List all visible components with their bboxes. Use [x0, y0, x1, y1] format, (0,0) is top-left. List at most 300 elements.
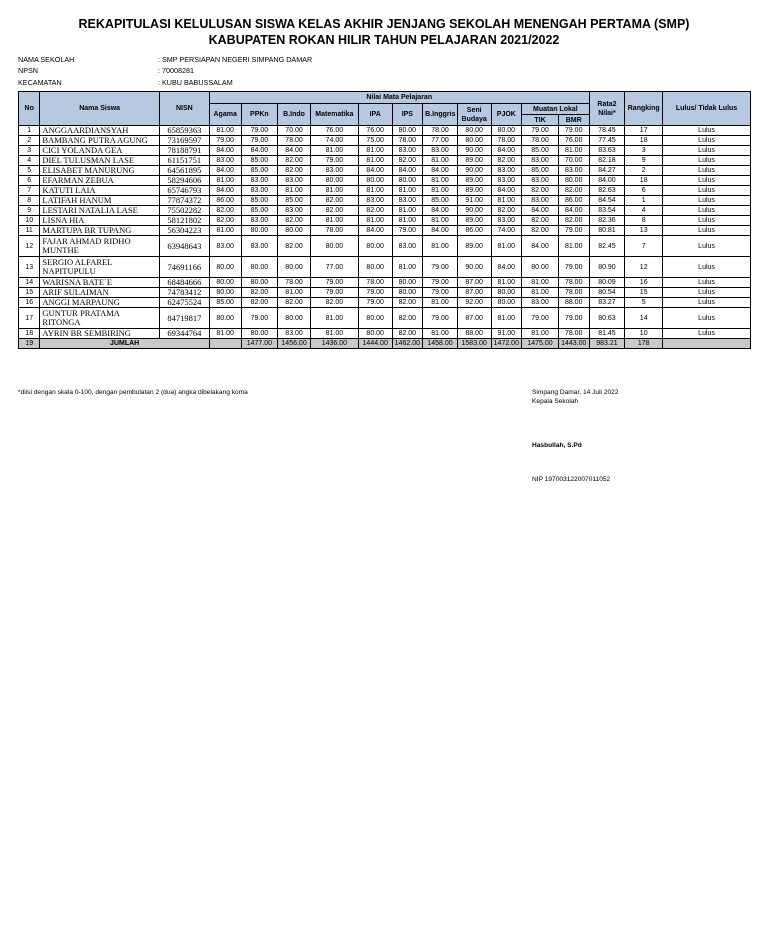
cell-nisn: 74691166 [159, 257, 209, 278]
cell-ppkn: 85.00 [241, 206, 278, 216]
cell-rata: 82.63 [589, 186, 625, 196]
header-rata: Rata2 Nilai* [589, 92, 625, 126]
total-tik: 1475.00 [522, 339, 559, 349]
cell-binggris: 78.00 [423, 126, 458, 136]
cell-ips: 80.00 [392, 278, 423, 288]
cell-ppkn: 85.00 [241, 196, 278, 206]
table-row [19, 146, 751, 156]
cell-tik: 81.00 [522, 329, 559, 339]
cell-ppkn: 80.00 [241, 257, 278, 278]
cell-bindo: 78.00 [278, 278, 311, 288]
cell-pjok: 91.00 [491, 329, 522, 339]
cell-status: Lulus [663, 146, 751, 156]
cell-rangking: 9 [625, 156, 663, 166]
cell-binggris: 84.00 [423, 206, 458, 216]
cell-ipa: 78.00 [358, 278, 392, 288]
cell-rangking: 6 [625, 186, 663, 196]
cell-nisn: 74783412 [159, 288, 209, 298]
cell-nama: LISNA HIA [40, 216, 159, 226]
cell-agama: 86.00 [209, 196, 241, 206]
cell-seni-budaya: 91.00 [457, 196, 491, 206]
cell-seni-budaya: 89.00 [457, 156, 491, 166]
cell-status: Lulus [663, 136, 751, 146]
cell-pjok: 82.00 [491, 206, 522, 216]
cell-pjok: 80.00 [491, 126, 522, 136]
cell-bindo: 70.00 [278, 126, 311, 136]
cell-rata: 80.90 [589, 257, 625, 278]
header-nisn: NISN [159, 92, 209, 126]
cell-ppkn: 83.00 [241, 236, 278, 257]
cell-rata: 83.63 [589, 146, 625, 156]
cell-status: Lulus [663, 298, 751, 308]
cell-ips: 80.00 [392, 176, 423, 186]
cell-nama: MARTUPA BR TUPANG [40, 226, 159, 236]
header-bmr: BMR [558, 115, 589, 126]
cell-agama: 80.00 [209, 278, 241, 288]
cell-status: Lulus [663, 288, 751, 298]
cell-ppkn: 85.00 [241, 156, 278, 166]
cell-tik: 81.00 [522, 288, 559, 298]
cell-bindo: 82.00 [278, 216, 311, 226]
cell-rangking: 16 [625, 278, 663, 288]
cell-ppkn: 83.00 [241, 216, 278, 226]
cell-nisn: 65859363 [159, 126, 209, 136]
cell-rata: 80.63 [589, 308, 625, 329]
cell-nisn: 68484666 [159, 278, 209, 288]
cell-ipa: 80.00 [358, 176, 392, 186]
cell-rangking: 2 [625, 166, 663, 176]
cell-binggris: 79.00 [423, 278, 458, 288]
cell-pjok: 83.00 [491, 176, 522, 186]
cell-status: Lulus [663, 257, 751, 278]
cell-tik: 83.00 [522, 176, 559, 186]
cell-seni-budaya: 90.00 [457, 257, 491, 278]
header-matematika: Matematika [310, 104, 358, 126]
cell-tik: 82.00 [522, 186, 559, 196]
cell-ips: 78.00 [392, 136, 423, 146]
cell-nama: SERGIO ALFAREL NAPITUPULU [40, 257, 159, 278]
cell-ips: 82.00 [392, 156, 423, 166]
header-bindo: B.Indo [278, 104, 311, 126]
cell-rangking: 1 [625, 196, 663, 206]
cell-matematika: 79.00 [310, 156, 358, 166]
table-row [19, 288, 751, 298]
header-ipa: IPA [358, 104, 392, 126]
cell-seni-budaya: 89.00 [457, 176, 491, 186]
cell-agama: 80.00 [209, 288, 241, 298]
cell-seni-budaya: 89.00 [457, 236, 491, 257]
total-rata: 983.21 [589, 339, 625, 349]
total-bmr: 1443.00 [558, 339, 589, 349]
cell-tik: 78.00 [522, 136, 559, 146]
cell-bmr: 78.00 [558, 288, 589, 298]
cell-rata: 80.81 [589, 226, 625, 236]
cell-nama: ANGGAARDIANSYAH [40, 126, 159, 136]
cell-bmr: 79.00 [558, 226, 589, 236]
table-row [19, 176, 751, 186]
total-empty-status [663, 339, 751, 349]
cell-nama: AYRIN BR SEMBIRING [40, 329, 159, 339]
info-label: NPSN [18, 66, 38, 76]
cell-matematika: 81.00 [310, 146, 358, 156]
cell-rata: 84.00 [589, 176, 625, 186]
info-value: : KUBU BABUSSALAM [158, 77, 233, 87]
cell-binggris: 83.00 [423, 146, 458, 156]
cell-bmr: 79.00 [558, 257, 589, 278]
cell-status: Lulus [663, 329, 751, 339]
cell-no: 6 [19, 176, 40, 186]
cell-ppkn: 79.00 [241, 308, 278, 329]
cell-bindo: 80.00 [278, 226, 311, 236]
cell-matematika: 76.00 [310, 126, 358, 136]
cell-tik: 82.00 [522, 226, 559, 236]
header-no: No [19, 92, 40, 126]
cell-matematika: 81.00 [310, 329, 358, 339]
cell-binggris: 84.00 [423, 226, 458, 236]
document-title: REKAPITULASI KELULUSAN SISWA KELAS AKHIR JENJANG SEKOLAH MENENGAH PERTAMA (SMP) [78, 17, 690, 31]
table-row [19, 298, 751, 308]
cell-ipa: 84.00 [358, 166, 392, 176]
cell-ipa: 81.00 [358, 186, 392, 196]
cell-ips: 80.00 [392, 126, 423, 136]
cell-status: Lulus [663, 166, 751, 176]
cell-rata: 83.27 [589, 298, 625, 308]
cell-no: 2 [19, 136, 40, 146]
cell-agama: 80.00 [209, 257, 241, 278]
cell-bmr: 83.00 [558, 166, 589, 176]
table-row [19, 236, 751, 257]
table-row [19, 156, 751, 166]
cell-nisn: 78188791 [159, 146, 209, 156]
cell-nisn: 56304223 [159, 226, 209, 236]
cell-ipa: 80.00 [358, 329, 392, 339]
cell-seni-budaya: 80.00 [457, 126, 491, 136]
cell-pjok: 83.00 [491, 166, 522, 176]
cell-bmr: 81.00 [558, 146, 589, 156]
cell-rangking: 10 [625, 329, 663, 339]
cell-tik: 79.00 [522, 126, 559, 136]
cell-ppkn: 83.00 [241, 186, 278, 196]
cell-status: Lulus [663, 226, 751, 236]
cell-binggris: 79.00 [423, 257, 458, 278]
cell-status: Lulus [663, 236, 751, 257]
cell-rata: 82.45 [589, 236, 625, 257]
cell-pjok: 81.00 [491, 196, 522, 206]
cell-seni-budaya: 89.00 [457, 216, 491, 226]
cell-ips: 81.00 [392, 257, 423, 278]
cell-agama: 80.00 [209, 308, 241, 329]
cell-ppkn: 80.00 [241, 278, 278, 288]
cell-rangking: 18 [625, 176, 663, 186]
total-ipa: 1444.00 [358, 339, 392, 349]
cell-matematika: 77.00 [310, 257, 358, 278]
total-pjok: 1472.00 [491, 339, 522, 349]
cell-nisn: 84719817 [159, 308, 209, 329]
cell-no: 4 [19, 156, 40, 166]
cell-tik: 84.00 [522, 236, 559, 257]
cell-agama: 81.00 [209, 329, 241, 339]
cell-ipa: 79.00 [358, 298, 392, 308]
total-row [19, 339, 751, 349]
cell-tik: 83.00 [522, 298, 559, 308]
cell-ips: 81.00 [392, 206, 423, 216]
cell-nama: GUNTUR PRATAMA RITONGA [40, 308, 159, 329]
header-agama: Agama [209, 104, 241, 126]
cell-tik: 83.00 [522, 196, 559, 206]
cell-matematika: 82.00 [310, 298, 358, 308]
cell-agama: 83.00 [209, 236, 241, 257]
cell-ppkn: 79.00 [241, 126, 278, 136]
signature-nip: NIP 197003122007011052 [532, 476, 611, 483]
info-label: NAMA SEKOLAH [18, 55, 75, 64]
cell-ppkn: 79.00 [241, 136, 278, 146]
cell-rangking: 4 [625, 206, 663, 216]
cell-nisn: 69344764 [159, 329, 209, 339]
info-value: : SMP PERSIAPAN NEGERI SIMPANG DAMAR [158, 55, 313, 64]
header-pjok: PJOK [491, 104, 522, 126]
cell-rata: 82.36 [589, 216, 625, 226]
header-lulus: Lulus/ Tidak Lulus [663, 92, 751, 126]
cell-binggris: 85.00 [423, 196, 458, 206]
cell-agama: 82.00 [209, 206, 241, 216]
graduation-table [18, 91, 751, 349]
cell-rangking: 5 [625, 298, 663, 308]
table-row [19, 206, 751, 216]
cell-ipa: 80.00 [358, 236, 392, 257]
cell-nama: DIEL TULUSMAN LASE [40, 156, 159, 166]
signature-name: Hasbullah, S.Pd [532, 442, 582, 449]
signature-place-date: Simpang Damar, 14 Juli 2022 [532, 389, 619, 396]
cell-agama: 81.00 [209, 176, 241, 186]
cell-nama: ARIF SULAIMAN [40, 288, 159, 298]
cell-bindo: 81.00 [278, 186, 311, 196]
cell-agama: 84.00 [209, 186, 241, 196]
cell-ipa: 79.00 [358, 288, 392, 298]
cell-nisn: 63948643 [159, 236, 209, 257]
cell-no: 17 [19, 308, 40, 329]
info-label: KECAMATAN [18, 77, 62, 87]
cell-seni-budaya: 87.00 [457, 308, 491, 329]
cell-rangking: 3 [625, 146, 663, 156]
cell-ppkn: 82.00 [241, 298, 278, 308]
cell-binggris: 84.00 [423, 166, 458, 176]
cell-agama: 81.00 [209, 226, 241, 236]
cell-status: Lulus [663, 216, 751, 226]
table-row [19, 136, 751, 146]
cell-seni-budaya: 86.00 [457, 226, 491, 236]
cell-status: Lulus [663, 176, 751, 186]
total-no: 19 [19, 339, 40, 349]
cell-no: 3 [19, 146, 40, 156]
cell-no: 5 [19, 166, 40, 176]
total-rangking: 178 [625, 339, 663, 349]
cell-rangking: 13 [625, 226, 663, 236]
cell-nisn: 77874372 [159, 196, 209, 206]
cell-nama: EFARMAN ZEBUA [40, 176, 159, 186]
cell-no: 18 [19, 329, 40, 339]
total-label: JUMLAH [40, 339, 209, 349]
cell-nisn: 61151751 [159, 156, 209, 166]
cell-status: Lulus [663, 186, 751, 196]
cell-nisn: 65746793 [159, 186, 209, 196]
cell-bindo: 85.00 [278, 196, 311, 206]
cell-ipa: 81.00 [358, 216, 392, 226]
cell-rata: 80.54 [589, 288, 625, 298]
cell-ppkn: 80.00 [241, 329, 278, 339]
cell-seni-budaya: 89.00 [457, 186, 491, 196]
cell-pjok: 80.00 [491, 288, 522, 298]
info-value: : 70008281 [158, 66, 194, 76]
cell-bindo: 83.00 [278, 329, 311, 339]
cell-status: Lulus [663, 308, 751, 329]
header-nama: Nama Siswa [40, 92, 159, 126]
total-ips: 1462.00 [392, 339, 423, 349]
total-matematika: 1436.00 [310, 339, 358, 349]
cell-pjok: 83.00 [491, 216, 522, 226]
cell-bmr: 79.00 [558, 126, 589, 136]
cell-tik: 83.00 [522, 156, 559, 166]
cell-no: 7 [19, 186, 40, 196]
cell-status: Lulus [663, 278, 751, 288]
cell-bmr: 70.00 [558, 156, 589, 166]
cell-matematika: 79.00 [310, 288, 358, 298]
cell-no: 14 [19, 278, 40, 288]
cell-ipa: 81.00 [358, 146, 392, 156]
cell-nisn: 73169597 [159, 136, 209, 146]
cell-ppkn: 80.00 [241, 226, 278, 236]
cell-matematika: 81.00 [310, 308, 358, 329]
cell-binggris: 81.00 [423, 156, 458, 166]
cell-pjok: 82.00 [491, 156, 522, 166]
cell-agama: 83.00 [209, 156, 241, 166]
cell-ips: 83.00 [392, 146, 423, 156]
cell-tik: 85.00 [522, 146, 559, 156]
signature-role: Kepala Sekolah [532, 398, 579, 405]
cell-bindo: 80.00 [278, 308, 311, 329]
cell-ppkn: 83.00 [241, 176, 278, 186]
cell-tik: 85.00 [522, 166, 559, 176]
total-binggris: 1458.00 [423, 339, 458, 349]
cell-tik: 84.00 [522, 206, 559, 216]
cell-tik: 82.00 [522, 216, 559, 226]
cell-seni-budaya: 90.00 [457, 166, 491, 176]
cell-no: 16 [19, 298, 40, 308]
cell-ppkn: 82.00 [241, 288, 278, 298]
cell-pjok: 74.00 [491, 226, 522, 236]
cell-matematika: 83.00 [310, 166, 358, 176]
cell-ipa: 82.00 [358, 206, 392, 216]
cell-bmr: 80.00 [558, 176, 589, 186]
table-row [19, 166, 751, 176]
cell-pjok: 81.00 [491, 278, 522, 288]
cell-ips: 83.00 [392, 196, 423, 206]
cell-bmr: 82.00 [558, 216, 589, 226]
table-row [19, 329, 751, 339]
cell-bindo: 82.00 [278, 166, 311, 176]
cell-binggris: 81.00 [423, 298, 458, 308]
cell-nama: CICI YOLANDA GEA [40, 146, 159, 156]
cell-status: Lulus [663, 156, 751, 166]
cell-ipa: 76.00 [358, 126, 392, 136]
cell-matematika: 81.00 [310, 186, 358, 196]
cell-pjok: 81.00 [491, 308, 522, 329]
cell-agama: 81.00 [209, 126, 241, 136]
cell-bindo: 84.00 [278, 146, 311, 156]
header-muatan-lokal: Muatan Lokal [522, 104, 589, 115]
cell-no: 1 [19, 126, 40, 136]
cell-nama: FAJAR AHMAD RIDHO MUNTHE [40, 236, 159, 257]
cell-ppkn: 85.00 [241, 166, 278, 176]
cell-rata: 77.45 [589, 136, 625, 146]
cell-agama: 82.00 [209, 216, 241, 226]
cell-ips: 84.00 [392, 166, 423, 176]
cell-rangking: 12 [625, 257, 663, 278]
cell-no: 8 [19, 196, 40, 206]
cell-seni-budaya: 92.00 [457, 298, 491, 308]
cell-matematika: 78.00 [310, 226, 358, 236]
cell-bmr: 84.00 [558, 206, 589, 216]
cell-nama: ANGGI MARPAUNG [40, 298, 159, 308]
cell-bmr: 78.00 [558, 278, 589, 288]
cell-pjok: 81.00 [491, 236, 522, 257]
cell-binggris: 81.00 [423, 329, 458, 339]
cell-rata: 84.27 [589, 166, 625, 176]
cell-nama: WARISNA BATE`E [40, 278, 159, 288]
cell-tik: 80.00 [522, 257, 559, 278]
cell-seni-budaya: 90.00 [457, 146, 491, 156]
cell-binggris: 79.00 [423, 308, 458, 329]
cell-pjok: 84.00 [491, 146, 522, 156]
document-subtitle: KABUPATEN ROKAN HILIR TAHUN PELAJARAN 2021/2022 [208, 33, 560, 47]
cell-ips: 79.00 [392, 226, 423, 236]
cell-binggris: 81.00 [423, 176, 458, 186]
table-row [19, 226, 751, 236]
table-row [19, 257, 751, 278]
cell-bmr: 88.00 [558, 298, 589, 308]
info-row-school [18, 54, 312, 65]
info-row-kecamatan [18, 77, 312, 88]
cell-ips: 83.00 [392, 236, 423, 257]
cell-bindo: 80.00 [278, 257, 311, 278]
total-ppkn: 1477.00 [241, 339, 278, 349]
header-seni-budaya: Seni Budaya [457, 104, 491, 126]
cell-ips: 82.00 [392, 329, 423, 339]
cell-rata: 84.54 [589, 196, 625, 206]
cell-seni-budaya: 90.00 [457, 206, 491, 216]
header-binggris: B.Inggris [423, 104, 458, 126]
cell-ipa: 81.00 [358, 156, 392, 166]
header-rangking: Rangking [625, 92, 663, 126]
school-info [18, 54, 312, 88]
cell-rangking: 14 [625, 308, 663, 329]
cell-nisn: 64561895 [159, 166, 209, 176]
cell-rangking: 15 [625, 288, 663, 298]
cell-ipa: 83.00 [358, 196, 392, 206]
table-row [19, 308, 751, 329]
header-ppkn: PPKn [241, 104, 278, 126]
cell-rangking: 7 [625, 236, 663, 257]
cell-no: 15 [19, 288, 40, 298]
cell-seni-budaya: 87.00 [457, 288, 491, 298]
cell-ips: 81.00 [392, 186, 423, 196]
cell-agama: 84.00 [209, 146, 241, 156]
cell-no: 13 [19, 257, 40, 278]
cell-agama: 79.00 [209, 136, 241, 146]
total-bindo: 1456.00 [278, 339, 311, 349]
cell-nama: BAMBANG PUTRA AGUNG [40, 136, 159, 146]
cell-pjok: 80.00 [491, 298, 522, 308]
cell-matematika: 80.00 [310, 236, 358, 257]
